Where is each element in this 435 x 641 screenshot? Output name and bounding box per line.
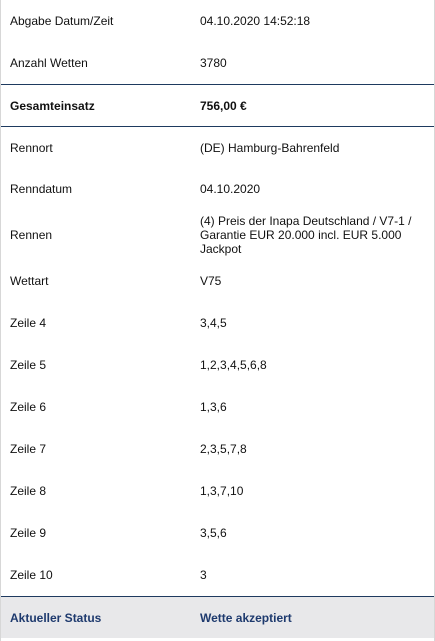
row-value: 1,3,6 (200, 400, 227, 414)
row-label: Zeile 10 (10, 568, 53, 582)
row-line-10 (1, 554, 434, 596)
row-value: 3,4,5 (200, 316, 227, 330)
row-race-date (1, 168, 434, 210)
row-race (1, 210, 434, 260)
row-label: Anzahl Wetten (10, 56, 88, 70)
row-label: Rennen (10, 228, 53, 242)
row-label: Abgabe Datum/Zeit (10, 14, 114, 28)
row-label: Gesamteinsatz (10, 98, 95, 113)
status-label: Aktueller Status (10, 610, 102, 625)
status-badge: Wette akzeptiert (200, 610, 292, 625)
row-label: Zeile 9 (10, 526, 47, 540)
row-line-5 (1, 344, 434, 386)
row-label: Wettart (10, 274, 49, 288)
row-label: Rennort (10, 140, 53, 155)
row-submission-datetime (1, 0, 434, 42)
row-value: 3,5,6 (200, 526, 227, 540)
row-value: 1,3,7,10 (200, 484, 244, 498)
row-bet-count (1, 42, 434, 84)
row-race-location (1, 126, 434, 168)
row-label: Zeile 4 (10, 316, 47, 330)
row-total-stake (1, 84, 434, 126)
row-value: V75 (200, 274, 222, 288)
row-label: Renndatum (10, 182, 73, 196)
row-line-9 (1, 512, 434, 554)
row-label: Zeile 6 (10, 400, 47, 414)
row-value: (DE) Hamburg-Bahrenfeld (200, 140, 340, 155)
row-bet-type (1, 260, 434, 302)
row-label: Zeile 5 (10, 358, 47, 372)
row-value: 3 (200, 568, 207, 582)
row-line-6 (1, 386, 434, 428)
row-value: (4) Preis der Inapa Deutschland / V7-1 / Garantie EUR 20.000 incl. EUR 5.000 Jackpot (200, 214, 412, 256)
row-current-status (1, 596, 434, 638)
row-value: 04.10.2020 (200, 182, 261, 196)
row-line-4 (1, 302, 434, 344)
row-line-7 (1, 428, 434, 470)
row-value: 1,2,3,4,5,6,8 (200, 358, 267, 372)
row-line-8 (1, 470, 434, 512)
row-value: 3780 (200, 56, 227, 70)
row-label: Zeile 7 (10, 442, 47, 456)
row-label: Zeile 8 (10, 484, 47, 498)
row-value: 04.10.2020 14:52:18 (200, 14, 311, 28)
row-value: 756,00 € (200, 98, 247, 113)
row-value: 2,3,5,7,8 (200, 442, 247, 456)
